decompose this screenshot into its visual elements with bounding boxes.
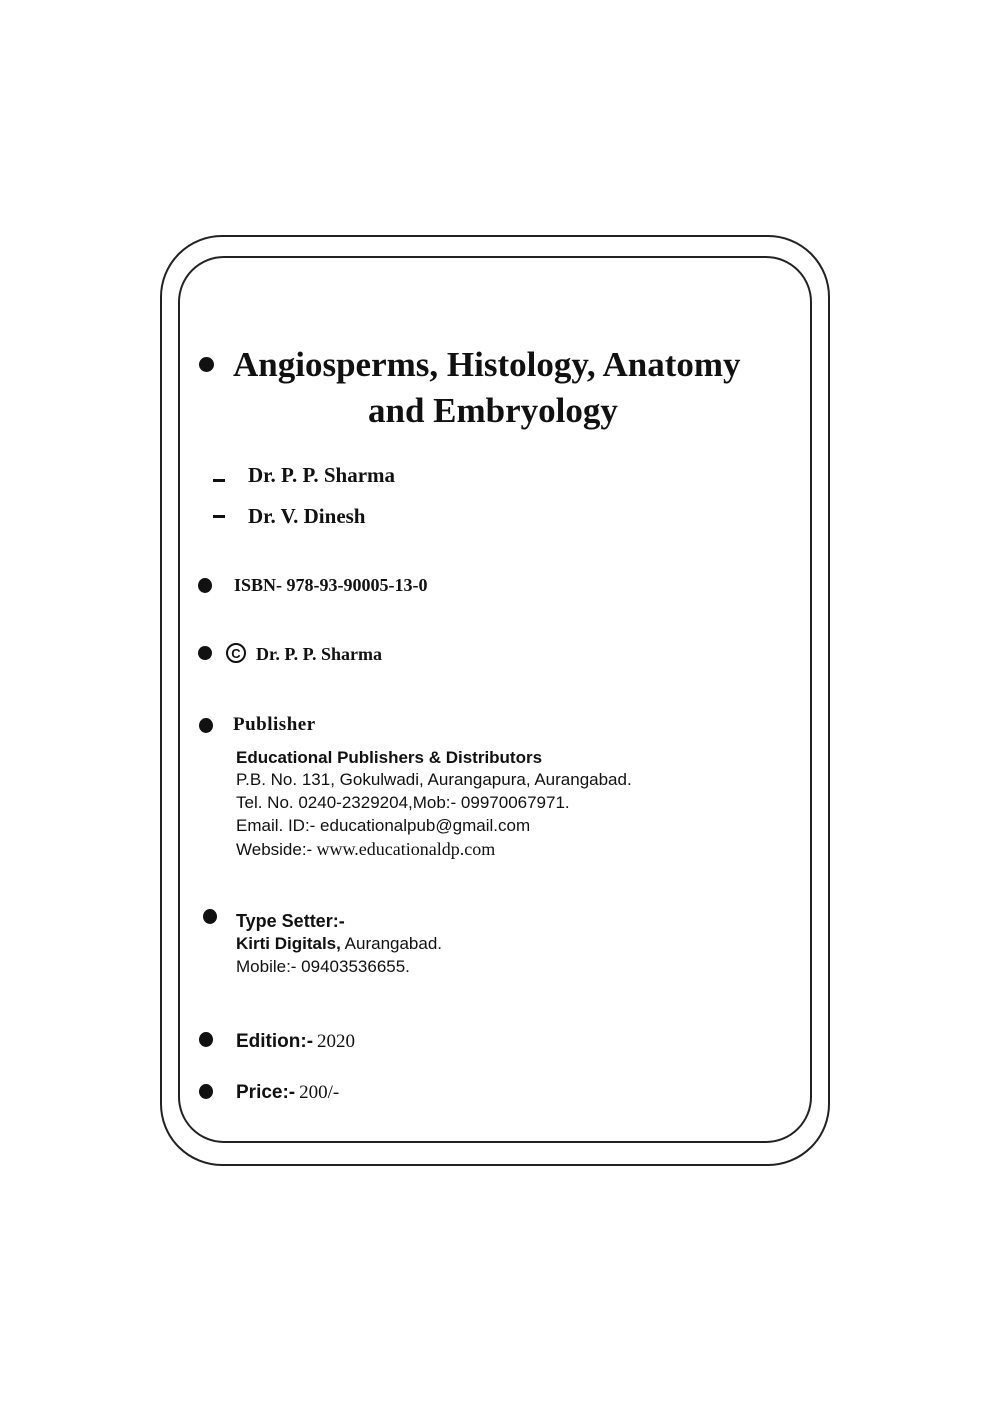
publisher-website-row [236, 840, 495, 858]
price-row [236, 1083, 339, 1102]
edition-row [236, 1032, 355, 1051]
bullet-icon [199, 357, 214, 372]
bullet-icon [198, 578, 212, 593]
dash-icon [213, 479, 225, 482]
isbn: ISBN- 978-93-90005-13-0 [234, 575, 428, 595]
bullet-icon [199, 1084, 213, 1099]
edition-label: Edition:- [236, 1031, 314, 1052]
typesetter-mobile: Mobile:- 09403536655. [236, 957, 410, 976]
typesetter-heading: Type Setter:- [236, 911, 345, 931]
book-title-line1: Angiosperms, Histology, Anatomy [233, 345, 741, 384]
copyright-icon: C [226, 643, 246, 663]
typesetter-name-row [236, 935, 442, 952]
bullet-icon [199, 718, 213, 733]
publisher-heading: Publisher [233, 714, 316, 735]
website-link[interactable]: www.educationaldp.com [316, 839, 496, 859]
bullet-icon [203, 909, 217, 924]
bullet-icon [198, 646, 212, 660]
website-label: Webside:- [236, 840, 313, 859]
price-label: Price:- [236, 1082, 296, 1103]
edition-value: 2020 [317, 1031, 356, 1052]
typesetter-name: Kirti Digitals, [236, 934, 341, 953]
publisher-phone: Tel. No. 0240-2329204,Mob:- 09970067971. [236, 793, 570, 812]
author-2: Dr. V. Dinesh [248, 504, 366, 528]
typesetter-city: Aurangabad. [344, 934, 443, 953]
publisher-name: Educational Publishers & Distributors [236, 748, 543, 767]
publisher-address: P.B. No. 131, Gokulwadi, Aurangapura, Aurangabad. [236, 770, 632, 789]
book-title-line2: and Embryology [368, 391, 618, 430]
price-value: 200/- [299, 1082, 340, 1103]
dash-icon [213, 515, 225, 518]
copyright-holder: Dr. P. P. Sharma [256, 644, 383, 664]
author-1: Dr. P. P. Sharma [248, 463, 396, 487]
publisher-email: Email. ID:- educationalpub@gmail.com [236, 816, 531, 835]
bullet-icon [199, 1032, 213, 1047]
inner-border [178, 256, 812, 1143]
